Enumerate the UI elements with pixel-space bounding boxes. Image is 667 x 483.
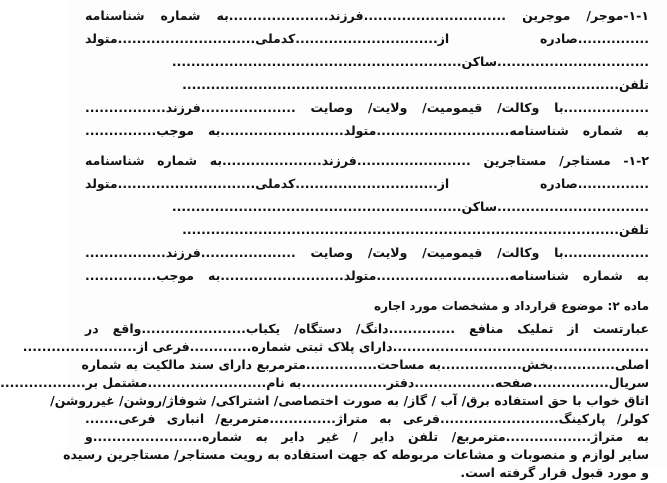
article-2-line-9: و مورد قبول قرار گرفته است. <box>460 465 649 480</box>
landlord-line-5: ..................با وکالت/ قیمومیت/ ولایت/ وصایت ....................فرزند................. <box>85 100 649 115</box>
article-2-line-7: به متراژ..................مترمربع/ تلفن دایر / غیر دایر به شماره.......................و <box>85 429 649 444</box>
article-2-line-4: سریال................صفحه.................دفتر..................به نام.........................مشتمل بر.................. <box>0 375 649 390</box>
landlord-line-6: به شماره شناسنامه............................متولد..........................به موجب............... <box>85 123 649 138</box>
article-2-heading: ماده ۲: موضوع قرارداد و مشخصات مورد اجاره <box>373 299 649 313</box>
tenant-line-1: ۱-۲- مستاجر/ مستاجرین ........................فرزند.....................به شماره شناسنامه <box>85 153 649 168</box>
tenant-line-2: ...............صادره از..............................کدملی.............................متولد <box>85 176 649 191</box>
article-2-line-6: کولر/ پارکینگ.........................فرعی به متراژ..............مترمربع/ انباری فرعی....... <box>85 411 649 426</box>
landlord-line-1: ۱-۱-موجر/ موجرین ..............................فرزند.....................به شماره شناسنامه <box>85 8 649 23</box>
tenant-line-4: تلفن............................................................................................ <box>182 222 649 237</box>
landlord-line-3: ................................ساکن............................................................. <box>171 54 649 69</box>
tenant-line-5: ..................با وکالت/ قیمومیت/ ولایت/ وصایت ....................فرزند................. <box>85 245 649 260</box>
article-2-line-1: عبارتست از تملیک منافع ..............دانگ/ دستگاه/ یکباب......................واقع در <box>85 321 649 336</box>
tenant-line-6: به شماره شناسنامه............................متولد..........................به موجب............... <box>85 268 649 283</box>
article-2-line-3: اصلی.............بخش.................به مساحت...............مترمربع دارای سند مالکیت به شماره <box>81 357 649 372</box>
article-2-line-2: ......................................................دارای پلاک ثبتی شماره.............فرعی از........................ <box>22 339 649 354</box>
article-2-line-8: سایر لوازم و منصوبات و مشاعات مربوطه که جهت استفاده به رویت مستاجر/ مستاجرین رسیده <box>63 447 649 462</box>
article-2-line-5: اتاق خواب با حق استفاده برق/ آب / گاز/ به صورت اختصاصی/ اشتراکی/ شوفاژ/روشن/ غیرروشن/ <box>50 393 649 408</box>
landlord-line-2: ...............صادره از..............................کدملی.............................متولد <box>85 31 649 46</box>
landlord-line-4: تلفن............................................................................................ <box>182 77 649 92</box>
tenant-line-3: ................................ساکن............................................................. <box>171 199 649 214</box>
